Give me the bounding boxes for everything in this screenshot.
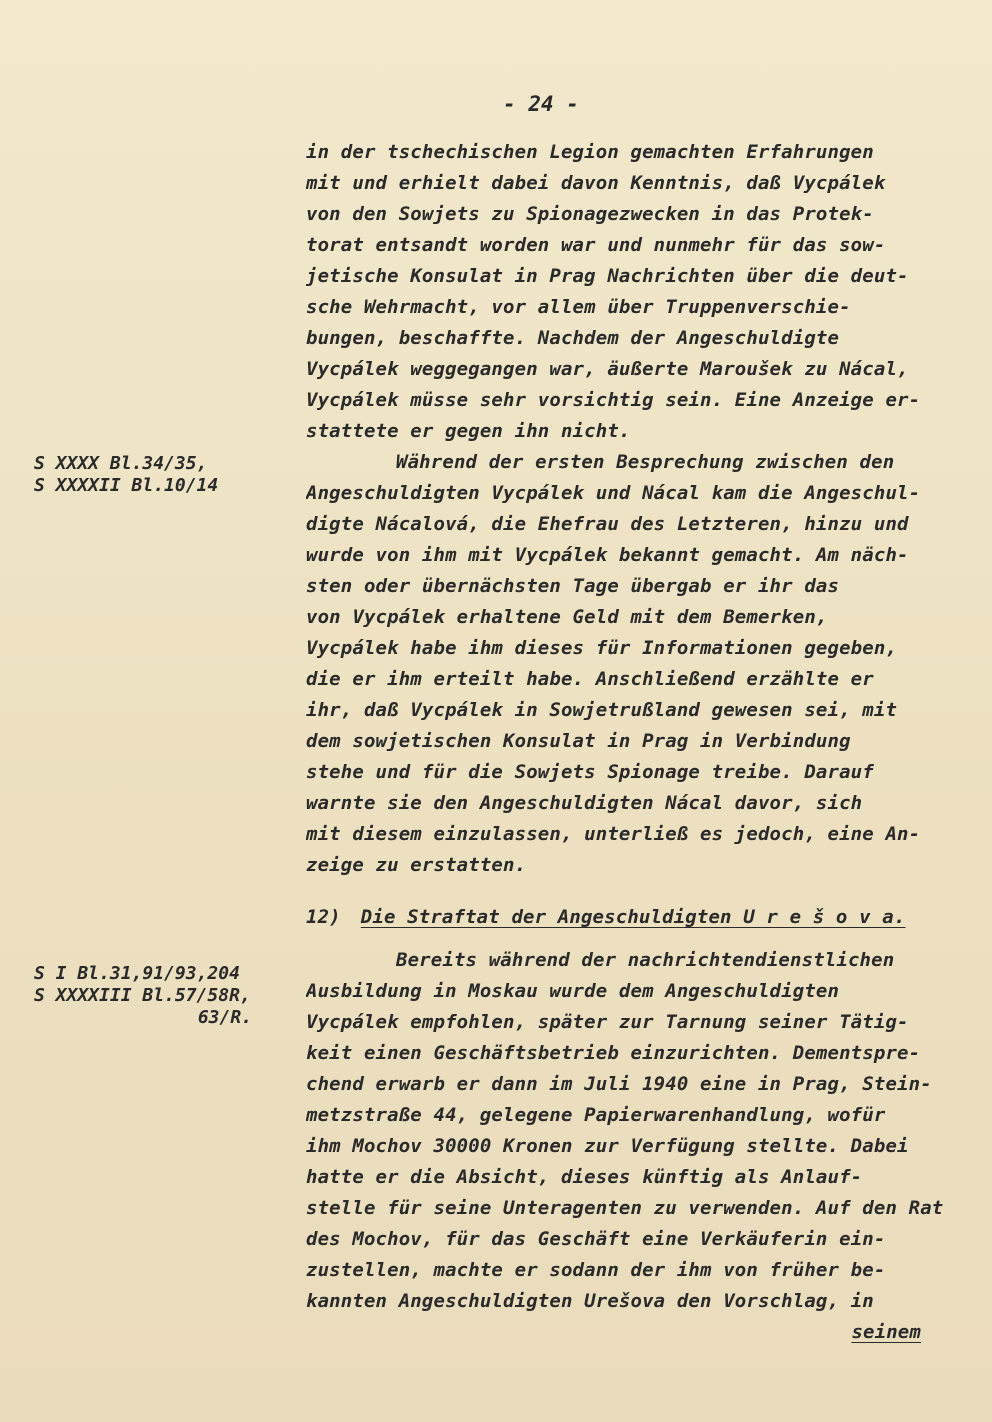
margin-note-line: S I Bl.31,91/93,204 [34,963,240,984]
margin-note-1 [34,453,274,497]
text-line: torat entsandt worden war und nunmehr für das sow- [306,234,886,256]
text-line: sten oder übernächsten Tage übergab er ihr das [306,575,840,597]
text-line: Vycpálek habe ihm dieses für Informationen gegeben, [306,637,898,659]
text-line: digte Nácalová, die Ehefrau des Letzteren, hinzu und [306,513,909,535]
text-line: hatte er die Absicht, dieses künftig als Anlauf- [306,1166,863,1188]
section-heading [306,902,966,933]
margin-note-line: S XXXXII Bl.10/14 [34,475,219,496]
catchword-text: seinem [851,1321,921,1343]
text-line: jetische Konsulat in Prag Nachrichten über die deut- [306,265,909,287]
section-number: 12) [306,906,341,928]
margin-note-line: S XXXX Bl.34/35, [34,453,208,474]
text-line: bungen, beschaffte. Nachdem der Angeschuldigte [306,327,840,349]
text-line: Vycpálek weggegangen war, äußerte Maroušek zu Nácal, [306,358,909,380]
margin-note-line: 63/R. [197,1007,252,1028]
text-line: zeige zu erstatten. [306,854,527,876]
text-line: kannten Angeschuldigten Urešova den Vorschlag, in [306,1290,874,1312]
text-line: Vycpálek empfohlen, später zur Tarnung seiner Tätig- [306,1011,909,1033]
margin-note-2 [34,963,274,1029]
text-line: des Mochov, für das Geschäft eine Verkäuferin ein- [306,1228,886,1250]
catchword [306,1317,966,1348]
text-line: mit diesem einzulassen, unterließ es jedoch, eine An- [306,823,921,845]
text-line: von den Sowjets zu Spionagezwecken in das Protek- [306,203,874,225]
text-line: stattete er gegen ihn nicht. [306,420,631,442]
text-line: wurde von ihm mit Vycpálek bekannt gemacht. Am näch- [306,544,909,566]
text-line: dem sowjetischen Konsulat in Prag in Verbindung [306,730,851,752]
text-line: Angeschuldigten Vycpálek und Nácal kam die Angeschul- [306,482,921,504]
text-line: ihm Mochov 30000 Kronen zur Verfügung stellte. Dabei [306,1135,909,1157]
paragraph-nacalova [306,447,966,881]
text-line: warnte sie den Angeschuldigten Nácal davor, sich [306,792,863,814]
margin-note-line: S XXXXIII Bl.57/58R, [34,985,251,1006]
paragraph-continuation [306,137,966,447]
text-line: Ausbildung in Moskau wurde dem Angeschuldigten [306,980,840,1002]
text-line: Vycpálek müsse sehr vorsichtig sein. Eine Anzeige er- [306,389,921,411]
text-line: Bereits während der nachrichtendienstlichen [396,949,895,971]
paragraph-uresova [306,945,966,1317]
text-line: sche Wehrmacht, vor allem über Truppenverschie- [306,296,851,318]
text-line: keit einen Geschäftsbetrieb einzurichten. Dementspre- [306,1042,921,1064]
text-line: in der tschechischen Legion gemachten Erfahrungen [306,141,874,163]
page-number: - 24 - [503,92,579,116]
text-line: chend erwarb er dann im Juli 1940 eine in Prag, Stein- [306,1073,932,1095]
text-line: von Vycpálek erhaltene Geld mit dem Bemerken, [306,606,828,628]
text-line: zustellen, machte er sodann der ihm von früher be- [306,1259,886,1281]
text-line: Während der ersten Besprechung zwischen den [396,451,895,473]
document-body [306,137,966,1348]
text-line: ihr, daß Vycpálek in Sowjetrußland gewesen sei, mit [306,699,898,721]
text-line: mit und erhielt dabei davon Kenntnis, daß Vycpálek [306,172,886,194]
text-line: metzstraße 44, gelegene Papierwarenhandlung, wofür [306,1104,886,1126]
section-heading-text: Die Straftat der Angeschuldigten U r e š o v a. [360,906,906,928]
text-line: stelle für seine Unteragenten zu verwenden. Auf den Rat [306,1197,944,1219]
text-line: die er ihm erteilt habe. Anschließend erzählte er [306,668,874,690]
text-line: stehe und für die Sowjets Spionage treibe. Darauf [306,761,874,783]
